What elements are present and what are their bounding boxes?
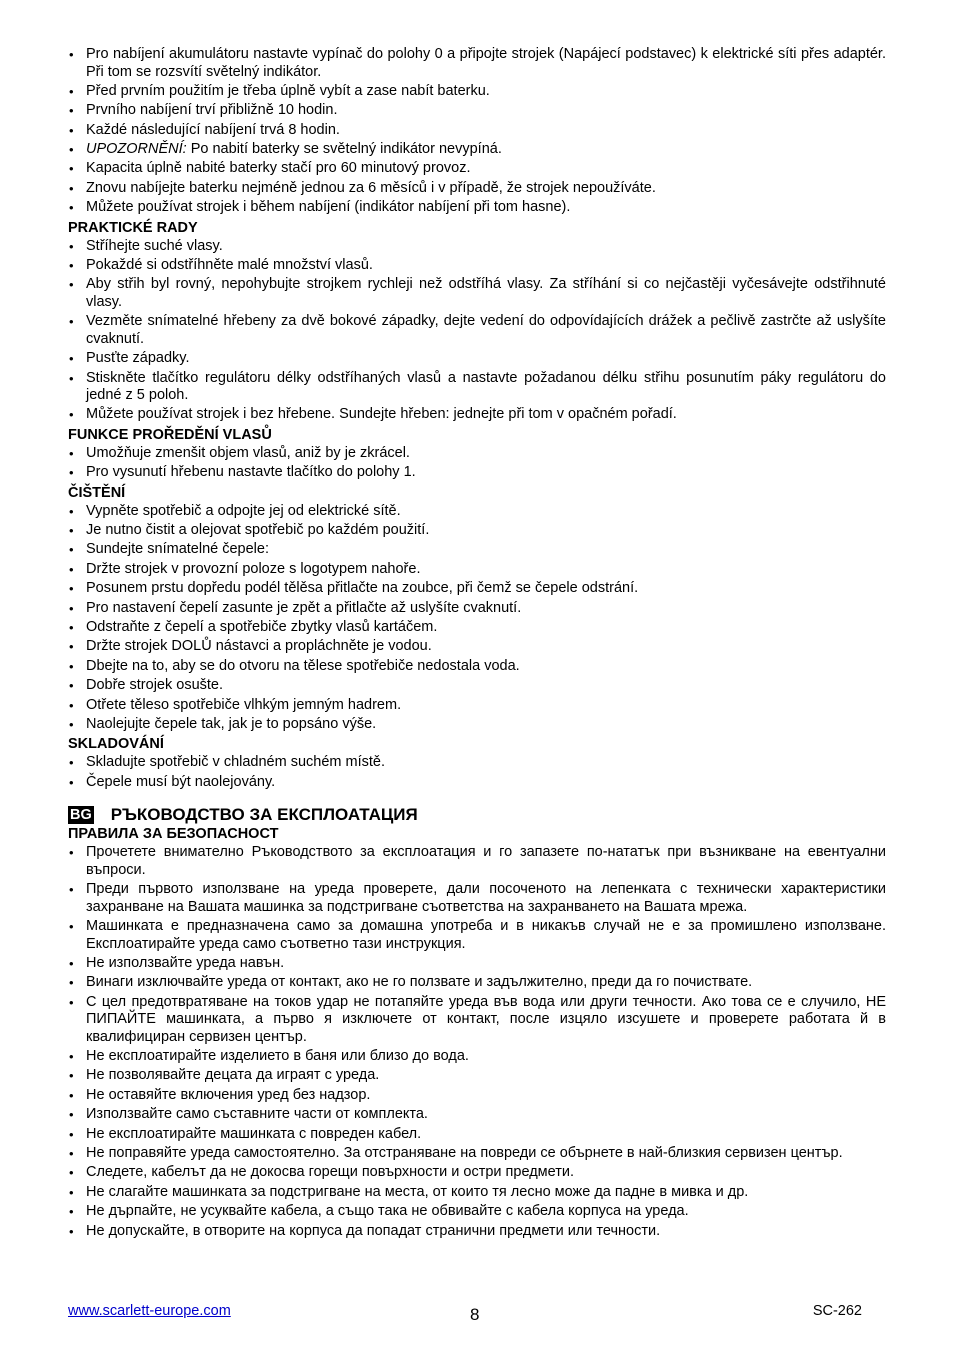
- list-item: • Otřete těleso spotřebiče vlhkým jemným hadrem.: [68, 697, 886, 715]
- list-item: • Не поправяйте уреда самостоятелно. За отстраняване на повреди се обърнете в най-близкия сервизен център.: [68, 1145, 886, 1163]
- list-item: • Pusťte západky.: [68, 350, 886, 368]
- bg-language-header: [68, 805, 886, 825]
- list-item: • Čepele musí být naolejovány.: [68, 774, 886, 792]
- list-item: • Každé následující nabíjení trvá 8 hodin.: [68, 122, 886, 140]
- list-item: • Не позволявайте децата да играят с уреда.: [68, 1067, 886, 1085]
- cz-tips-list: [68, 238, 886, 424]
- cz-cleaning-list: [68, 503, 886, 734]
- list-item: • Преди първото използване на уреда проверете, дали посоченото на лепенката с технически характеристики захранване на Вашата машинка за подстригване съответства на захранването на Вашата мрежа.: [68, 881, 886, 916]
- list-item: • Vezměte snímatelné hřebeny za dvě bokové západky, dejte vedení do odpovídajících drážek a pečlivě zastrčte až uslyšíte cvaknutí.: [68, 313, 886, 348]
- cz-tips-heading: PRAKTICKÉ RADY: [68, 219, 198, 236]
- list-item: • Не слагайте машинката за подстригване на места, от които тя лесно може да падне в мивка и др.: [68, 1184, 886, 1202]
- warning-label: UPOZORNĚNÍ:: [86, 141, 187, 158]
- cz-storage-list: [68, 754, 886, 791]
- cz-storage-section: [68, 735, 886, 791]
- cz-thinning-list: [68, 445, 886, 482]
- list-item: • Следете, кабелът да не докосва горещи повърхности и остри предмети.: [68, 1164, 886, 1182]
- list-item: • Umožňuje zmenšit objem vlasů, aniž by je zkrácel.: [68, 445, 886, 463]
- bg-safety-heading: ПРАВИЛА ЗА БЕЗОПАСНОСТ: [68, 826, 279, 843]
- cz-cleaning-heading: ČIŠTĚNÍ: [68, 484, 126, 501]
- list-item: • Pro nastavení čepelí zasunte je zpět a přitlačte až uslyšíte cvaknutí.: [68, 600, 886, 618]
- page-footer: [68, 1303, 862, 1325]
- list-item: • Prvního nabíjení trví přibližně 10 hodin.: [68, 102, 886, 120]
- website-link[interactable]: www.scarlett-europe.com: [68, 1303, 231, 1319]
- list-item: • Můžete používat strojek i během nabíjení (indikátor nabíjení při tom hasne).: [68, 199, 886, 217]
- list-item: • Прочетете внимателно Ръководството за експлоатация и го запазете по-нататък при възникване на евентуални въпроси.: [68, 844, 886, 879]
- bg-safety-section: [68, 825, 886, 1240]
- list-item-text: Po nabití baterky se světelný indikátor nevypíná.: [186, 141, 502, 158]
- cz-thinning-heading: FUNKCE PROŘEDĚNÍ VLASŮ: [68, 426, 272, 443]
- list-item: • Не използвайте уреда навън.: [68, 955, 886, 973]
- list-item: • Před prvním použitím je třeba úplně vybít a zase nabít baterku.: [68, 83, 886, 101]
- list-item: • Не дърпайте, не усуквайте кабела, а също така не обвивайте с кабела корпуса на уреда.: [68, 1203, 886, 1221]
- language-badge: BG: [70, 807, 92, 824]
- model-number: SC-262: [812, 1303, 862, 1319]
- cz-charging-section: [68, 46, 886, 217]
- list-item: • Držte strojek DOLŮ nástavci a propláchněte je vodou.: [68, 638, 886, 656]
- list-item: • Kapacita úplně nabité baterky stačí pro 60 minutový provoz.: [68, 160, 886, 178]
- list-item: • Не експлоатирайте изделието в баня или близо до вода.: [68, 1048, 886, 1066]
- list-item: • Не оставяйте включения уред без надзор.: [68, 1087, 886, 1105]
- cz-storage-heading: SKLADOVÁNÍ: [68, 736, 164, 753]
- list-item: • Je nutno čistit a olejovat spotřebič po každém použití.: [68, 522, 886, 540]
- list-item: • Използвайте само съставните части от комплекта.: [68, 1106, 886, 1124]
- list-item: • С цел предотвратяване на токов удар не потапяйте уреда във вода или други течности. Ако това се е случило, НЕ ПИПАЙТЕ машинката, а първо я изключете от контакт, после изцяло изсушете и проверете работата й в квалифициран сервизен център.: [68, 994, 886, 1047]
- list-item: • Не допускайте, в отворите на корпуса да попадат странични предмети или течности.: [68, 1223, 886, 1241]
- list-item: • Skladujte spotřebič v chladném suchém místě.: [68, 754, 886, 772]
- list-item: • Винаги изключвайте уреда от контакт, ако не го ползвате и задължително, преди да го почиствате.: [68, 974, 886, 992]
- list-item: • Můžete používat strojek i bez hřebene. Sundejte hřeben: jednejte při tom v opačném pořadí.: [68, 406, 886, 424]
- list-item: • Dobře strojek osušte.: [68, 677, 886, 695]
- list-item: • Odstraňte z čepelí a spotřebiče zbytky vlasů kartáčem.: [68, 619, 886, 637]
- list-item: • Sundejte snímatelné čepele:: [68, 541, 886, 559]
- bg-manual-title: РЪКОВОДСТВО ЗА ЕКСПЛОАТАЦИЯ: [110, 805, 418, 825]
- cz-charging-list: [68, 46, 886, 217]
- document-body: [68, 46, 886, 1242]
- list-item: • Stříhejte suché vlasy.: [68, 238, 886, 256]
- list-item: • Vypněte spotřebič a odpojte jej od elektrické sítě.: [68, 503, 886, 521]
- cz-tips-section: [68, 219, 886, 424]
- list-item: • Dbejte na to, aby se do otvoru na tělese spotřebiče nedostala voda.: [68, 658, 886, 676]
- list-item: • Pro vysunutí hřebenu nastavte tlačítko do polohy 1.: [68, 464, 886, 482]
- cz-thinning-section: [68, 426, 886, 482]
- list-item: • Pokaždé si odstříhněte malé množství vlasů.: [68, 257, 886, 275]
- cz-cleaning-section: [68, 484, 886, 734]
- list-item: • Držte strojek v provozní poloze s logotypem nahoře.: [68, 561, 886, 579]
- list-item: [68, 141, 886, 159]
- list-item: • Znovu nabíjejte baterku nejméně jednou za 6 měsíců i v případě, že strojek nepoužíváte.: [68, 180, 886, 198]
- list-item: • Stiskněte tlačítko regulátoru délky odstříhaných vlasů a nastavte požadanou délku střihu posunutím páky regulátoru do jedné z 5 poloh.: [68, 370, 886, 405]
- list-item: • Не експлоатирайте машинката с повреден кабел.: [68, 1126, 886, 1144]
- list-item: • Pro nabíjení akumulátoru nastavte vypínač do polohy 0 a připojte strojek (Napájecí podstavec) k elektrické síti přes adaptér. Při tom se rozsvítí světelný indikátor.: [68, 46, 886, 81]
- page-number: 8: [470, 1305, 480, 1324]
- list-item: • Posunem prstu dopředu podél tělěsa přitlačte na zoubce, při čemž se čepele odstrání.: [68, 580, 886, 598]
- list-item: • Aby střih byl rovný, nepohybujte strojkem rychleji než odstříhá vlasy. Za stříhání si co nejčastěji vyčesávejte odstřihnuté vlasy.: [68, 276, 886, 311]
- list-item: • Naolejujte čepele tak, jak je to popsáno výše.: [68, 716, 886, 734]
- bg-safety-list: [68, 844, 886, 1240]
- list-item: • Машинката е предназначена само за домашна употреба и в никакъв случай не е за промишлено използване. Експлоатирайте уреда само съответно тази инструкция.: [68, 918, 886, 953]
